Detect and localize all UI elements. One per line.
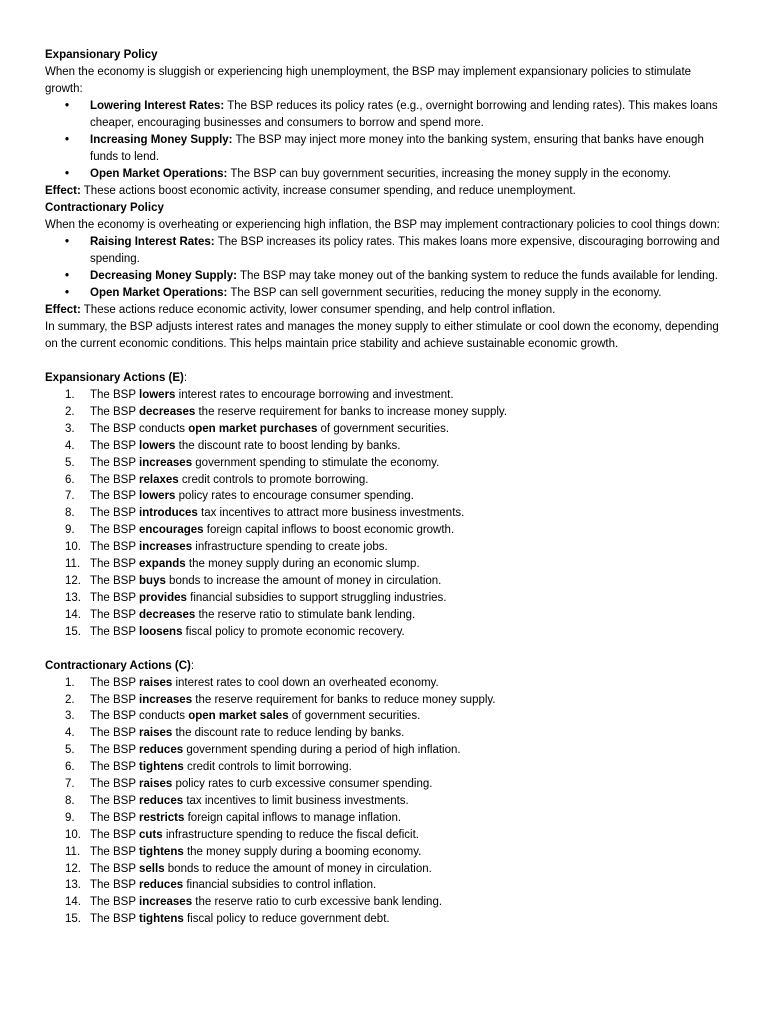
item-number: 15. — [65, 625, 81, 638]
item-prefix: The BSP — [90, 439, 140, 452]
action-item — [45, 522, 730, 539]
contractionary-actions-list — [45, 675, 730, 929]
contractionary-policy-list — [45, 234, 730, 302]
item-suffix: bonds to reduce the amount of money in circulation. — [164, 862, 432, 875]
item-keyword: decreases — [139, 405, 196, 418]
item-keyword: raises — [139, 676, 173, 689]
item-prefix: The BSP — [90, 744, 140, 757]
bullet-item — [45, 268, 730, 285]
action-item — [45, 708, 730, 725]
bullet-term: Increasing Money Supply: — [90, 134, 233, 146]
item-keyword: tightens — [139, 761, 184, 774]
item-suffix: foreign capital inflows to boost economic growth. — [203, 524, 455, 537]
item-keyword: raises — [139, 778, 173, 791]
action-item — [45, 793, 730, 810]
item-suffix: credit controls to promote borrowing. — [178, 473, 369, 486]
item-prefix: The BSP — [90, 473, 140, 486]
item-keyword: reduces — [139, 879, 184, 892]
bullet-icon: • — [65, 287, 70, 299]
item-suffix: foreign capital inflows to manage inflation. — [184, 811, 402, 824]
item-suffix: government spending to stimulate the economy. — [192, 456, 440, 469]
bullet-term: Lowering Interest Rates: — [90, 100, 225, 112]
item-suffix: the money supply during a booming economy. — [183, 845, 422, 858]
item-keyword: open market purchases — [188, 422, 318, 435]
item-prefix: The BSP — [90, 541, 140, 554]
action-item — [45, 590, 730, 607]
action-item — [45, 387, 730, 404]
bullet-item — [45, 234, 730, 268]
action-item — [45, 556, 730, 573]
item-suffix: interest rates to cool down an overheated economy. — [172, 676, 439, 689]
item-prefix: The BSP — [90, 389, 140, 401]
item-number: 12. — [65, 574, 81, 587]
bullet-term: Decreasing Money Supply: — [90, 270, 237, 282]
expansionary-policy-list — [45, 98, 730, 183]
item-keyword: provides — [139, 591, 187, 604]
item-prefix: The BSP — [90, 913, 140, 926]
item-number: 6. — [65, 473, 75, 486]
action-item — [45, 421, 730, 438]
item-prefix: The BSP — [90, 811, 140, 824]
item-prefix: The BSP — [90, 879, 140, 892]
item-prefix: The BSP — [90, 761, 140, 774]
action-item — [45, 472, 730, 489]
item-number: 2. — [65, 405, 75, 418]
heading-suffix: : — [190, 659, 195, 672]
contractionary-effect — [45, 302, 730, 319]
action-item — [45, 776, 730, 793]
item-number: 3. — [65, 710, 75, 723]
item-suffix: fiscal policy to reduce government debt. — [183, 913, 390, 926]
action-item — [45, 742, 730, 759]
action-item — [45, 844, 730, 861]
item-keyword: relaxes — [139, 473, 179, 486]
item-number: 11. — [65, 558, 81, 571]
item-keyword: introduces — [139, 507, 198, 520]
expansionary-effect — [45, 183, 730, 200]
item-suffix: fiscal policy to promote economic recovery. — [182, 625, 405, 638]
action-item — [45, 827, 730, 844]
item-number: 4. — [65, 439, 75, 452]
heading-suffix: : — [183, 372, 188, 384]
item-suffix: tax incentives to limit business investments. — [183, 794, 409, 807]
item-prefix: The BSP — [90, 490, 140, 503]
bullet-term: Raising Interest Rates: — [90, 236, 215, 248]
item-number: 13. — [65, 591, 81, 604]
item-suffix: credit controls to limit borrowing. — [183, 761, 352, 774]
item-number: 4. — [65, 727, 75, 740]
item-keyword: expands — [139, 558, 186, 571]
expansionary-actions-heading — [45, 370, 730, 387]
item-number: 14. — [65, 608, 81, 621]
bullet-item — [45, 285, 730, 302]
bullet-text: The BSP can sell government securities, reducing the money supply in the economy. — [227, 287, 662, 299]
item-keyword: tightens — [139, 845, 184, 858]
item-keyword: lowers — [139, 490, 176, 503]
bullet-item — [45, 166, 730, 183]
heading-text: Expansionary Actions (E) — [45, 372, 184, 384]
item-suffix: bonds to increase the amount of money in circulation. — [165, 574, 442, 587]
item-number: 9. — [65, 524, 75, 537]
item-suffix: the discount rate to reduce lending by banks. — [172, 727, 405, 740]
item-prefix: The BSP — [90, 591, 140, 604]
item-number: 7. — [65, 490, 75, 503]
contractionary-policy-intro: When the economy is overheating or experiencing high inflation, the BSP may implement contractionary policies to cool things down: — [45, 219, 720, 231]
bullet-icon: • — [65, 236, 70, 248]
item-number: 6. — [65, 761, 75, 774]
item-number: 8. — [65, 507, 75, 520]
item-suffix: tax incentives to attract more business investments. — [197, 507, 465, 520]
action-item — [45, 759, 730, 776]
item-prefix: The BSP — [90, 693, 140, 706]
bullet-term: Open Market Operations: — [90, 287, 228, 299]
item-suffix: the reserve ratio to stimulate bank lending. — [195, 608, 416, 621]
item-suffix: the discount rate to boost lending by banks. — [175, 439, 401, 452]
spacer — [45, 353, 730, 370]
action-item — [45, 861, 730, 878]
item-keyword: open market sales — [188, 710, 289, 723]
bullet-icon: • — [65, 100, 70, 112]
item-suffix: infrastructure spending to create jobs. — [192, 541, 388, 554]
item-suffix: of government securities. — [317, 422, 450, 435]
item-number: 9. — [65, 811, 75, 824]
item-keyword: increases — [139, 541, 193, 554]
action-item — [45, 573, 730, 590]
bullet-icon: • — [65, 168, 70, 180]
item-suffix: infrastructure spending to reduce the fiscal deficit. — [162, 828, 420, 841]
item-keyword: restricts — [139, 811, 185, 824]
item-keyword: increases — [139, 896, 193, 909]
item-prefix: The BSP — [90, 778, 140, 791]
bullet-text: The BSP can buy government securities, increasing the money supply in the economy. — [227, 168, 672, 180]
expansionary-actions-list — [45, 387, 730, 641]
item-keyword: lowers — [139, 439, 176, 452]
item-prefix: The BSP — [90, 845, 140, 858]
item-keyword: tightens — [139, 913, 184, 926]
item-prefix: The BSP — [90, 862, 140, 875]
bullet-text: The BSP may take money out of the banking system to reduce the funds available for lending. — [236, 270, 718, 282]
item-number: 13. — [65, 879, 81, 892]
item-number: 5. — [65, 456, 75, 469]
action-item — [45, 725, 730, 742]
action-item — [45, 624, 730, 641]
effect-text: These actions reduce economic activity, lower consumer spending, and help control inflation. — [80, 304, 556, 316]
item-keyword: increases — [139, 693, 193, 706]
document-body — [45, 47, 730, 928]
item-suffix: of government securities. — [288, 710, 421, 723]
item-prefix: The BSP — [90, 405, 140, 418]
item-keyword: encourages — [139, 524, 204, 537]
action-item — [45, 911, 730, 928]
action-item — [45, 488, 730, 505]
item-number: 8. — [65, 794, 75, 807]
item-suffix: the reserve ratio to curb excessive bank lending. — [192, 896, 443, 909]
bullet-item — [45, 98, 730, 132]
item-suffix: the reserve requirement for banks to increase money supply. — [195, 405, 508, 418]
bullet-term: Open Market Operations: — [90, 168, 228, 180]
bullet-item — [45, 132, 730, 166]
item-keyword: sells — [139, 862, 165, 875]
item-keyword: increases — [139, 456, 193, 469]
item-keyword: reduces — [139, 744, 184, 757]
item-number: 10. — [65, 828, 81, 841]
action-item — [45, 455, 730, 472]
item-prefix: The BSP — [90, 794, 140, 807]
item-number: 5. — [65, 744, 75, 757]
item-prefix: The BSP — [90, 625, 140, 638]
item-keyword: decreases — [139, 608, 196, 621]
effect-label: Effect: — [45, 185, 81, 197]
item-number: 10. — [65, 541, 81, 554]
item-number: 1. — [65, 676, 75, 689]
item-keyword: raises — [139, 727, 173, 740]
bullet-icon: • — [65, 134, 70, 146]
action-item — [45, 539, 730, 556]
item-prefix: The BSP — [90, 896, 140, 909]
item-number: 11. — [65, 845, 81, 858]
action-item — [45, 675, 730, 692]
action-item — [45, 607, 730, 624]
item-number: 14. — [65, 896, 81, 909]
item-prefix: The BSP — [90, 456, 140, 469]
item-prefix: The BSP — [90, 574, 140, 587]
expansionary-policy-heading: Expansionary Policy — [45, 49, 158, 61]
item-number: 3. — [65, 422, 75, 435]
bullet-text: The BSP reduces its policy rates (e.g., overnight borrowing and lending rates). This makes loans cheaper, encouraging businesses and consumers to borrow and spend more. — [90, 100, 718, 129]
action-item — [45, 438, 730, 455]
item-prefix: The BSP — [90, 828, 140, 841]
item-number: 15. — [65, 913, 81, 926]
item-suffix: policy rates to encourage consumer spending. — [175, 490, 414, 503]
item-number: 12. — [65, 862, 81, 875]
item-prefix: The BSP conducts — [90, 710, 189, 723]
item-number: 2. — [65, 693, 75, 706]
item-keyword: loosens — [139, 625, 183, 638]
item-prefix: The BSP — [90, 507, 140, 520]
expansionary-policy-intro: When the economy is sluggish or experiencing high unemployment, the BSP may implement expansionary policies to stimulate growth: — [45, 66, 692, 95]
item-number: 7. — [65, 778, 75, 791]
item-keyword: lowers — [139, 389, 176, 401]
item-suffix: the reserve requirement for banks to reduce money supply. — [192, 693, 496, 706]
item-prefix: The BSP — [90, 524, 140, 537]
action-item — [45, 810, 730, 827]
item-suffix: financial subsidies to support struggling industries. — [186, 591, 447, 604]
item-prefix: The BSP — [90, 727, 140, 740]
action-item — [45, 692, 730, 709]
bullet-icon: • — [65, 270, 70, 282]
item-prefix: The BSP conducts — [90, 422, 189, 435]
item-suffix: the money supply during an economic slump. — [185, 558, 420, 571]
item-keyword: cuts — [139, 828, 163, 841]
effect-text: These actions boost economic activity, increase consumer spending, and reduce unemployment. — [80, 185, 576, 197]
action-item — [45, 505, 730, 522]
summary-paragraph: In summary, the BSP adjusts interest rates and manages the money supply to either stimulate or cool down the economy, depending on the current economic conditions. This helps maintain price stability and achieve sustainable economic growth. — [45, 321, 719, 350]
item-suffix: policy rates to curb excessive consumer spending. — [172, 778, 433, 791]
action-item — [45, 877, 730, 894]
heading-text: Contractionary Actions (C) — [45, 659, 191, 672]
item-prefix: The BSP — [90, 558, 140, 571]
contractionary-policy-heading: Contractionary Policy — [45, 202, 164, 214]
spacer — [45, 641, 730, 658]
action-item — [45, 894, 730, 911]
item-number: 1. — [65, 389, 75, 401]
item-keyword: buys — [139, 574, 166, 587]
bullet-text: The BSP increases its policy rates. This makes loans more expensive, discouraging borrowing and spending. — [90, 236, 720, 265]
bullet-text: The BSP may inject more money into the banking system, ensuring that banks have enough funds to lend. — [90, 134, 704, 163]
item-prefix: The BSP — [90, 608, 140, 621]
effect-label: Effect: — [45, 304, 81, 316]
item-suffix: government spending during a period of high inflation. — [183, 744, 461, 757]
action-item — [45, 404, 730, 421]
contractionary-actions-heading — [45, 658, 730, 675]
item-prefix: The BSP — [90, 676, 140, 689]
item-suffix: interest rates to encourage borrowing and investment. — [175, 389, 454, 401]
item-suffix: financial subsidies to control inflation. — [183, 879, 377, 892]
item-keyword: reduces — [139, 794, 184, 807]
